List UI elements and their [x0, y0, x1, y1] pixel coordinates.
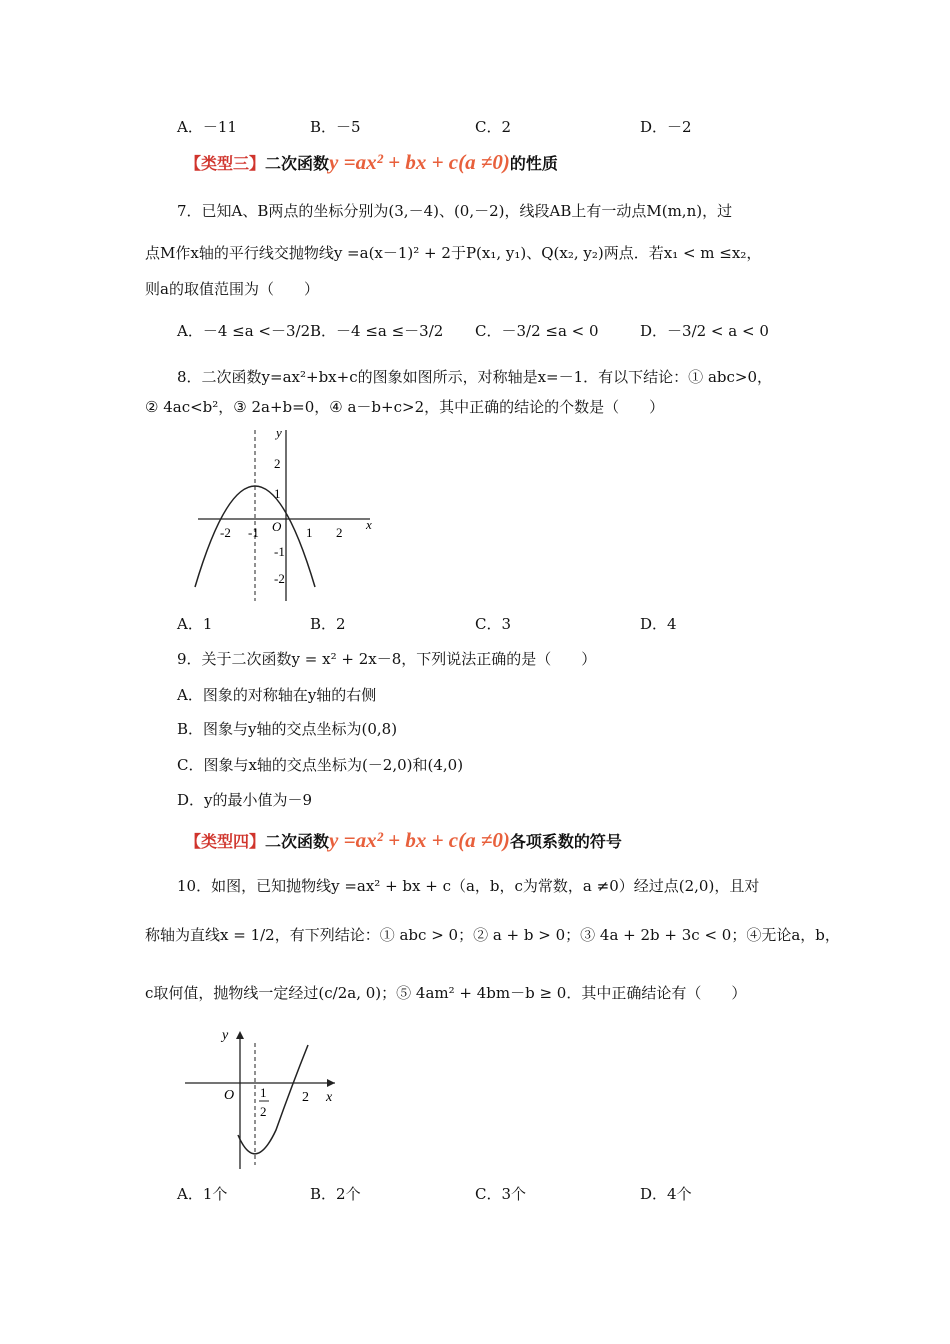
q10-two-label: 2: [302, 1090, 309, 1105]
q10-line1: 10．如图，已知抛物线y =ax² + bx + c（a，b，c为常数，a ≠0）经过点(2,0)，且对: [177, 877, 760, 895]
q10-line3: c取何值，抛物线一定经过(c/2a, 0)；⑤ 4am² + 4bm－b ≥ 0．其中正确结论有（ ）: [145, 984, 747, 1002]
heading-bracket: 【类型三】: [185, 154, 266, 173]
q6-option-a: A．－11: [177, 118, 237, 136]
q7-line2: 点M作x轴的平行线交抛物线y =a(x－1)² + 2于P(x₁, y₁)、Q(x₂, y₂)两点．若x₁ < m ≤x₂，: [145, 244, 762, 262]
heading-prefix: 二次函数: [265, 154, 330, 173]
q10-half-denominator: 2: [260, 1104, 267, 1119]
q7-option-a: A．－4 ≤a <－3/2: [177, 322, 311, 340]
q8-xtick: -1: [248, 525, 259, 540]
q10-option-d: D．4个: [640, 1185, 692, 1203]
q9-option-d: D．y的最小值为－9: [177, 791, 313, 809]
q9-option-c: C．图象与x轴的交点坐标为(－2,0)和(4,0): [177, 756, 464, 774]
q8-ytick: -1: [274, 544, 285, 559]
q7-line1: 7．已知A、B两点的坐标分别为(3,－4)、(0,－2)，线段AB上有一动点M(m,n)，过: [177, 202, 733, 220]
heading-suffix: 的性质: [509, 154, 558, 173]
q6-option-b: B．－5: [310, 118, 361, 136]
q10-option-c: C．3个: [475, 1185, 527, 1203]
q8-y-label: y: [276, 425, 282, 440]
q10-option-a: A．1个: [177, 1185, 228, 1203]
q10-x-label: x: [326, 1090, 333, 1105]
q10-y-label: y: [222, 1028, 229, 1043]
q10-parabola-graph: [180, 1025, 350, 1173]
section-heading-type4: [185, 828, 622, 853]
heading-formula: y =ax² + bx + c(a ≠0): [329, 828, 510, 852]
q7-option-c: C．－3/2 ≤a < 0: [475, 322, 599, 340]
q7-option-d: D．－3/2 < a < 0: [640, 322, 769, 340]
q8-origin-label: O: [272, 519, 282, 534]
q8-option-c: C．3: [475, 615, 512, 633]
q6-option-c: C．2: [475, 118, 512, 136]
q9-stem: 9．关于二次函数y = x² + 2x－8，下列说法正确的是（ ）: [177, 650, 597, 668]
q8-xtick: -2: [220, 525, 231, 540]
q10-origin-label: O: [224, 1088, 235, 1103]
section-heading-type3: [185, 150, 558, 175]
q10-option-b: B．2个: [310, 1185, 361, 1203]
q8-xtick: 2: [336, 525, 343, 540]
q8-ytick: 2: [274, 456, 281, 471]
q8-line2: ② 4ac<b²，③ 2a+b=0，④ a－b+c>2，其中正确的结论的个数是（ ）: [145, 398, 665, 416]
q10-line2: 称轴为直线x = 1/2，有下列结论：① abc > 0；② a + b > 0；③ 4a + 2b + 3c < 0；④无论a，b，: [145, 926, 840, 944]
q10-half-numerator: 1: [260, 1085, 267, 1100]
q8-ytick: 1: [274, 486, 281, 501]
q8-ytick: -2: [274, 571, 285, 586]
q8-option-a: A．1: [177, 615, 213, 633]
q8-x-label: x: [366, 517, 372, 532]
q9-option-a: A．图象的对称轴在y轴的右侧: [177, 686, 377, 704]
heading-formula: y =ax² + bx + c(a ≠0): [329, 150, 510, 174]
q8-option-d: D．4: [640, 615, 677, 633]
q8-xtick: 1: [306, 525, 313, 540]
q8-option-b: B．2: [310, 615, 346, 633]
heading-bracket: 【类型四】: [185, 832, 266, 851]
q6-option-d: D．－2: [640, 118, 692, 136]
q7-option-b: B．－4 ≤a ≤－3/2: [310, 322, 444, 340]
heading-prefix: 二次函数: [265, 832, 330, 851]
q8-parabola-graph: [190, 425, 380, 605]
q7-line3: 则a的取值范围为（ ）: [145, 280, 319, 298]
heading-suffix: 各项系数的符号: [509, 832, 622, 851]
q8-line1: 8．二次函数y=ax²+bx+c的图象如图所示，对称轴是x=－1．有以下结论：① abc>0，: [177, 368, 773, 386]
q9-option-b: B．图象与y轴的交点坐标为(0,8): [177, 720, 398, 738]
